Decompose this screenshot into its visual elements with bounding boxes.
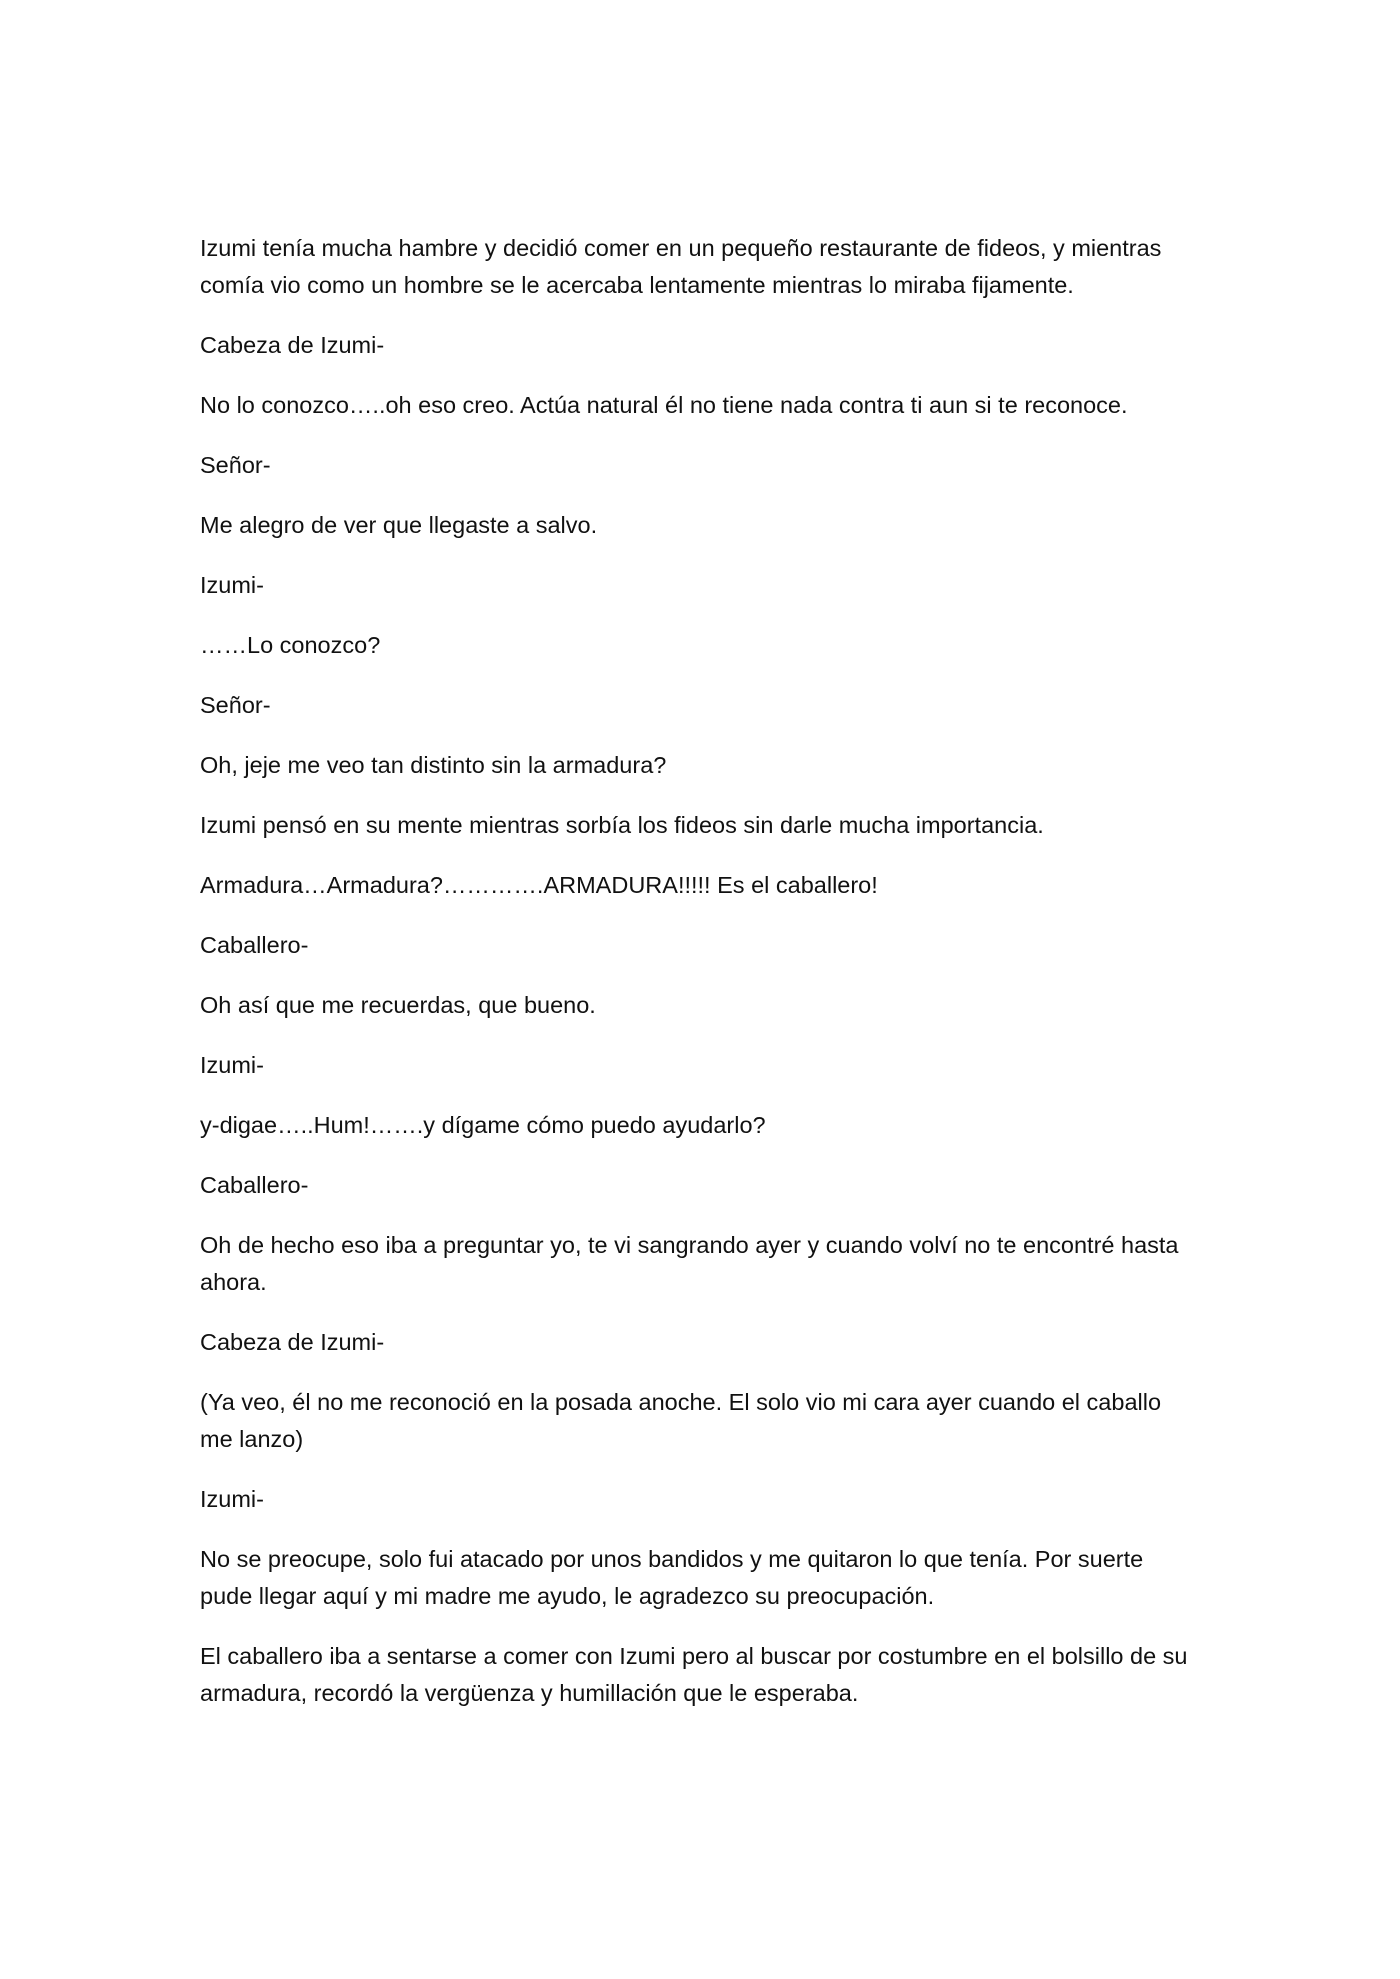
speaker-label: Cabeza de Izumi- bbox=[200, 1329, 385, 1355]
dialogue-line: No lo conozco…..oh eso creo. Actúa natural él no tiene nada contra ti aun si te reconoce. bbox=[200, 392, 1128, 418]
dialogue-line: Oh, jeje me veo tan distinto sin la armadura? bbox=[200, 752, 667, 778]
speaker-label: Señor- bbox=[200, 452, 271, 478]
speaker-label: Cabeza de Izumi- bbox=[200, 332, 385, 358]
narration-paragraph: Izumi pensó en su mente mientras sorbía los fideos sin darle mucha importancia. bbox=[200, 812, 1044, 838]
narration-paragraph: Izumi tenía mucha hambre y decidió comer en un pequeño restaurante de fideos, y mientras comía vio como un hombre se le acercaba lentamente mientras lo miraba fijamente. bbox=[200, 235, 1168, 298]
dialogue-line: y-digae…..Hum!…….y dígame cómo puedo ayudarlo? bbox=[200, 1112, 766, 1138]
dialogue-line: ……Lo conozco? bbox=[200, 632, 381, 658]
dialogue-line: No se preocupe, solo fui atacado por unos bandidos y me quitaron lo que tenía. Por suerte pude llegar aquí y mi madre me ayudo, le agradezco su preocupación. bbox=[200, 1546, 1150, 1609]
speaker-label: Izumi- bbox=[200, 1486, 264, 1512]
dialogue-line: Armadura…Armadura?………….ARMADURA!!!!! Es el caballero! bbox=[200, 872, 878, 898]
speaker-label: Caballero- bbox=[200, 932, 309, 958]
narration-paragraph: El caballero iba a sentarse a comer con Izumi pero al buscar por costumbre en el bolsillo de su armadura, recordó la vergüenza y humillación que le esperaba. bbox=[200, 1643, 1195, 1706]
dialogue-line: Oh así que me recuerdas, que bueno. bbox=[200, 992, 596, 1018]
dialogue-line: (Ya veo, él no me reconoció en la posada anoche. El solo vio mi cara ayer cuando el caballo me lanzo) bbox=[200, 1389, 1168, 1452]
speaker-label: Caballero- bbox=[200, 1172, 309, 1198]
speaker-label: Izumi- bbox=[200, 572, 264, 598]
document-body bbox=[200, 230, 1200, 1735]
speaker-label: Señor- bbox=[200, 692, 271, 718]
speaker-label: Izumi- bbox=[200, 1052, 264, 1078]
dialogue-line: Me alegro de ver que llegaste a salvo. bbox=[200, 512, 598, 538]
dialogue-line: Oh de hecho eso iba a preguntar yo, te vi sangrando ayer y cuando volví no te encontré hasta ahora. bbox=[200, 1232, 1186, 1295]
